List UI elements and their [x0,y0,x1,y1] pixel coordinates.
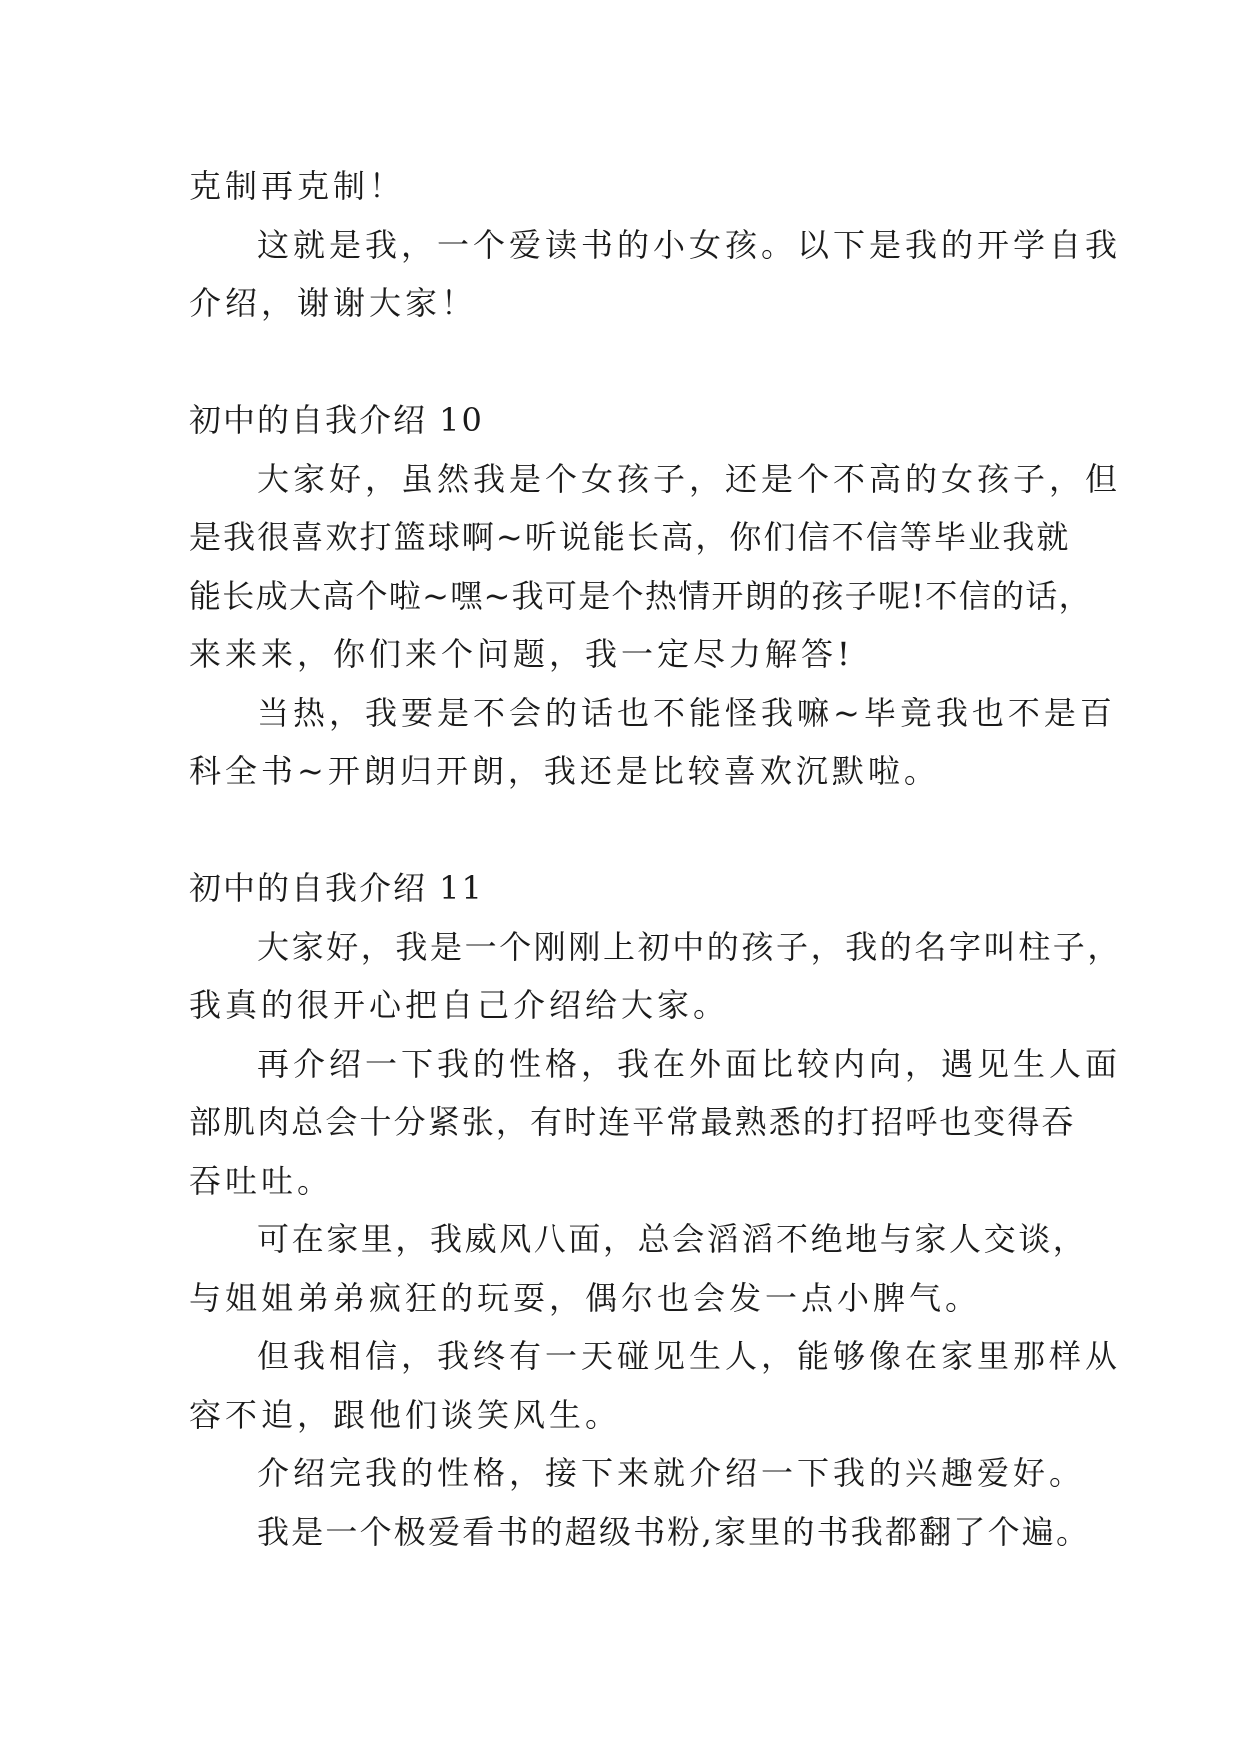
section-gap [189,333,1054,392]
paragraph-line: 大家好，我是一个刚刚上初中的孩子，我的名字叫柱子， [257,927,1123,966]
paragraph-line: 是我很喜欢打篮球啊~听说能长高，你们信不信等毕业我就 [189,518,1071,556]
paragraph-line: 介绍完我的性格，接下来就介绍一下我的兴趣爱好。 [257,1454,1086,1492]
paragraph-line: 来来来，你们来个问题，我一定尽力解答! [189,635,854,673]
paragraph-line: 但我相信，我终有一天碰见生人，能够像在家里那样从 [257,1337,1122,1375]
paragraph-line: 能长成大高个啦~嘿~我可是个热情开朗的孩子呢!不信的话， [189,576,1092,615]
paragraph-line: 克制再克制！ [189,167,406,205]
paragraph-line: 部肌肉总会十分紧张，有时连平常最熟悉的打招呼也变得吞 [189,1103,1076,1141]
paragraph-line: 吞吐吐。 [189,1161,334,1200]
paragraph-line: 我真的很开心把自己介绍给大家。 [189,986,730,1024]
paragraph-line: 当热，我要是不会的话也不能怪我嘛~毕竟我也不是百 [257,693,1116,732]
document-body [189,157,1123,1561]
section-heading: 初中的自我介绍 11 [189,869,484,907]
paragraph-line: 大家好，虽然我是个女孩子，还是个不高的女孩子，但 [257,459,1122,498]
paragraph-line: 介绍，谢谢大家！ [189,284,478,322]
paragraph-line: 容不迫，跟他们谈笑风生。 [189,1395,622,1434]
section-gap [189,801,1054,860]
section-heading: 初中的自我介绍 10 [189,401,484,439]
paragraph-line: 科全书~开朗归开朗，我还是比较喜欢沉默啦。 [189,752,940,790]
paragraph-line: 再介绍一下我的性格，我在外面比较内向，遇见生人面 [257,1044,1122,1083]
paragraph-line: 这就是我，一个爱读书的小女孩。以下是我的开学自我 [257,225,1122,264]
paragraph-line: 可在家里，我威风八面，总会滔滔不绝地与家人交谈， [257,1220,1088,1258]
paragraph-line: 我是一个极爱看书的超级书粉,家里的书我都翻了个遍。 [257,1512,1091,1551]
paragraph-line: 与姐姐弟弟疯狂的玩耍，偶尔也会发一点小脾气。 [189,1278,982,1317]
